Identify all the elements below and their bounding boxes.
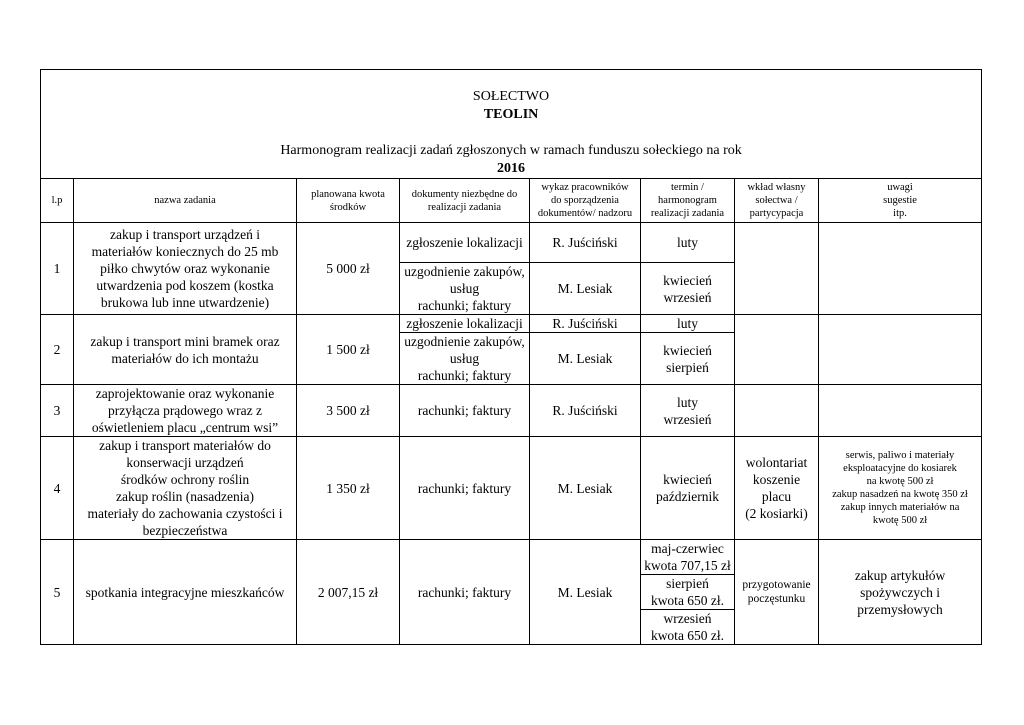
task-name: zaprojektowanie oraz wykonanie przyłącza prądowego wraz z oświetleniem placu „centrum wsi”: [74, 385, 297, 437]
col-header-docs: dokumenty niezbędne do realizacji zadania: [400, 179, 530, 223]
table-row: [41, 540, 982, 575]
col-header-notes: uwagi sugestie itp.: [819, 179, 982, 223]
schedule-term: maj-czerwiec kwota 707,15 zł: [641, 540, 735, 575]
col-header-lp: l.p: [41, 179, 74, 223]
required-docs: zgłoszenie lokalizacji: [400, 223, 530, 263]
notes: serwis, paliwo i materiały eksploatacyjne do kosiarek na kwotę 500 zł zakup nasadzeń na kwotę 350 zł zakup innych materiałów na kwotę 500 zł: [819, 437, 982, 540]
schedule-table: [40, 69, 982, 645]
own-contribution: [735, 385, 819, 437]
schedule-term: kwiecień wrzesień: [641, 263, 735, 315]
required-docs: zgłoszenie lokalizacji: [400, 315, 530, 333]
row-number: 1: [41, 223, 74, 315]
col-header-workers: wykaz pracowników do sporządzenia dokumentów/ nadzoru: [530, 179, 641, 223]
row-number: 3: [41, 385, 74, 437]
table-row: [41, 315, 982, 333]
title-prefix: SOŁECTWO: [472, 89, 550, 104]
own-contribution: [735, 315, 819, 385]
responsible-worker: M. Lesiak: [530, 540, 641, 645]
planned-amount: 2 007,15 zł: [297, 540, 400, 645]
responsible-worker: R. Juściński: [530, 315, 641, 333]
col-header-schedule: termin / harmonogram realizacji zadania: [641, 179, 735, 223]
task-name: zakup i transport materiałów do konserwacji urządzeń środków ochrony roślin zakup roślin (nasadzenia) materiały do zachowania czystości i bezpieczeństwa: [74, 437, 297, 540]
col-header-amount: planowana kwota środków: [297, 179, 400, 223]
row-number: 2: [41, 315, 74, 385]
table-row: [41, 385, 982, 437]
document-table-container: [40, 69, 981, 645]
responsible-worker: M. Lesiak: [530, 437, 641, 540]
col-header-task: nazwa zadania: [74, 179, 297, 223]
planned-amount: 5 000 zł: [297, 223, 400, 315]
notes: zakup artykułów spożywczych i przemysłowych: [819, 540, 982, 645]
required-docs: rachunki; faktury: [400, 540, 530, 645]
table-row: [41, 223, 982, 263]
planned-amount: 1 350 zł: [297, 437, 400, 540]
responsible-worker: M. Lesiak: [530, 333, 641, 385]
planned-amount: 1 500 zł: [297, 315, 400, 385]
own-contribution: przygotowanie poczęstunku: [735, 540, 819, 645]
col-header-contribution: wkład własny sołectwa / partycypacja: [735, 179, 819, 223]
required-docs: rachunki; faktury: [400, 385, 530, 437]
required-docs: rachunki; faktury: [400, 437, 530, 540]
task-name: zakup i transport urządzeń i materiałów koniecznych do 25 mb piłko chwytów oraz wykonanie utwardzenia pod koszem (kostka brukowa lub inne utwardzenie): [74, 223, 297, 315]
schedule-term: kwiecień sierpień: [641, 333, 735, 385]
schedule-term: sierpień kwota 650 zł.: [641, 575, 735, 610]
required-docs: uzgodnienie zakupów, usług rachunki; faktury: [400, 263, 530, 315]
schedule-term: luty wrzesień: [641, 385, 735, 437]
subtitle-year: 2016: [497, 161, 526, 176]
document-title: [41, 70, 982, 179]
schedule-term: wrzesień kwota 650 zł.: [641, 610, 735, 645]
row-number: 4: [41, 437, 74, 540]
column-header-row: [41, 179, 982, 223]
notes: [819, 385, 982, 437]
responsible-worker: M. Lesiak: [530, 263, 641, 315]
task-name: spotkania integracyjne mieszkańców: [74, 540, 297, 645]
row-number: 5: [41, 540, 74, 645]
own-contribution: [735, 223, 819, 315]
planned-amount: 3 500 zł: [297, 385, 400, 437]
required-docs: uzgodnienie zakupów, usług rachunki; faktury: [400, 333, 530, 385]
subtitle: Harmonogram realizacji zadań zgłoszonych w ramach funduszu sołeckiego na rok: [280, 143, 742, 158]
table-row: [41, 437, 982, 540]
responsible-worker: R. Juściński: [530, 385, 641, 437]
task-name: zakup i transport mini bramek oraz materiałów do ich montażu: [74, 315, 297, 385]
schedule-term: kwiecień październik: [641, 437, 735, 540]
village-name: TEOLIN: [483, 107, 539, 122]
notes: [819, 315, 982, 385]
notes: [819, 223, 982, 315]
own-contribution: wolontariat koszenie placu (2 kosiarki): [735, 437, 819, 540]
responsible-worker: R. Juściński: [530, 223, 641, 263]
schedule-term: luty: [641, 223, 735, 263]
schedule-term: luty: [641, 315, 735, 333]
